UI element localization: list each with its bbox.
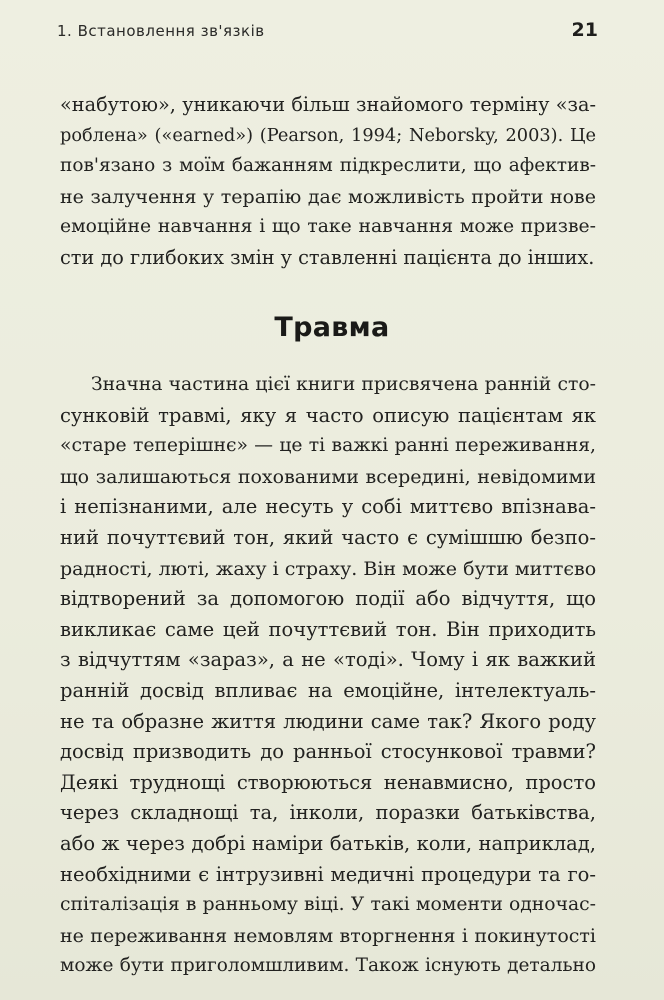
text-line: «набутою», уникаючи більш знайомого терміну «за- <box>60 93 596 116</box>
text-line: «старе теперішнє» — це ті важкі ранні переживання, <box>60 435 596 457</box>
text-line: сунковій травмі, яку я часто описую пацієнтам як <box>60 403 596 427</box>
text-line: радності, люті, жаху і страху. Він може бути миттєво <box>60 557 597 580</box>
text-line: може бути приголомшливим. Також існують детально <box>60 955 596 977</box>
text-line: не переживання немовлям вторгнення і покинутості <box>60 924 596 947</box>
text-line: спіталізація в ранньому віці. У такі моменти одночас- <box>60 894 596 916</box>
text-line: з відчуттям «зараз», а не «тоді». Чому і як важкий <box>60 648 596 672</box>
text-line: не залучення у терапію дає можливість пройти нове <box>60 185 596 208</box>
text-line: що залишаються похованими всередині, невідомими <box>60 465 596 488</box>
text-line: через складнощі та, інколи, поразки батьківства, <box>60 801 596 825</box>
text-line: досвід призводить до ранньої стосункової травми? <box>60 740 596 764</box>
text-line: Значна частина цієї книги присвячена ранній сто- <box>91 374 596 395</box>
text-line: ний почуттєвий тон, який часто є сумішшю безпо- <box>60 525 596 549</box>
page-number: 21 <box>571 19 598 41</box>
paragraph-2 <box>60 370 596 982</box>
section-heading: Травма <box>274 312 390 343</box>
text-line: необхідними є інтрузивні медичні процедури та го- <box>60 862 596 886</box>
text-line: пов'язано з моїм бажанням підкреслити, що афектив- <box>60 155 596 177</box>
text-line: або ж через добрі наміри батьків, коли, наприклад, <box>60 831 596 855</box>
text-line: роблена» («earned») (Pearson, 1994; Neborsky, 2003). Це <box>60 125 596 146</box>
text-line: не та образне життя людини саме так? Якого роду <box>60 709 596 733</box>
paragraph-1 <box>60 90 596 274</box>
text-line: відтворений за допомогою події або відчуття, що <box>60 587 596 611</box>
text-line: ранній досвід впливає на емоційне, інтелектуаль- <box>60 678 596 702</box>
text-line: і непізнаними, але несуть у собі миттєво впізнава- <box>60 495 596 519</box>
text-line: емоційне навчання і що таке навчання може призве- <box>60 216 596 238</box>
running-head: 1. Встановлення зв'язків <box>57 22 265 40</box>
text-line: викликає саме цей почуттєвий тон. Він приходить <box>60 617 596 641</box>
text-line: Деякі труднощі створюються ненавмисно, просто <box>60 770 596 794</box>
text-line: сти до глибоких змін у ставленні пацієнта до інших. <box>60 245 595 269</box>
